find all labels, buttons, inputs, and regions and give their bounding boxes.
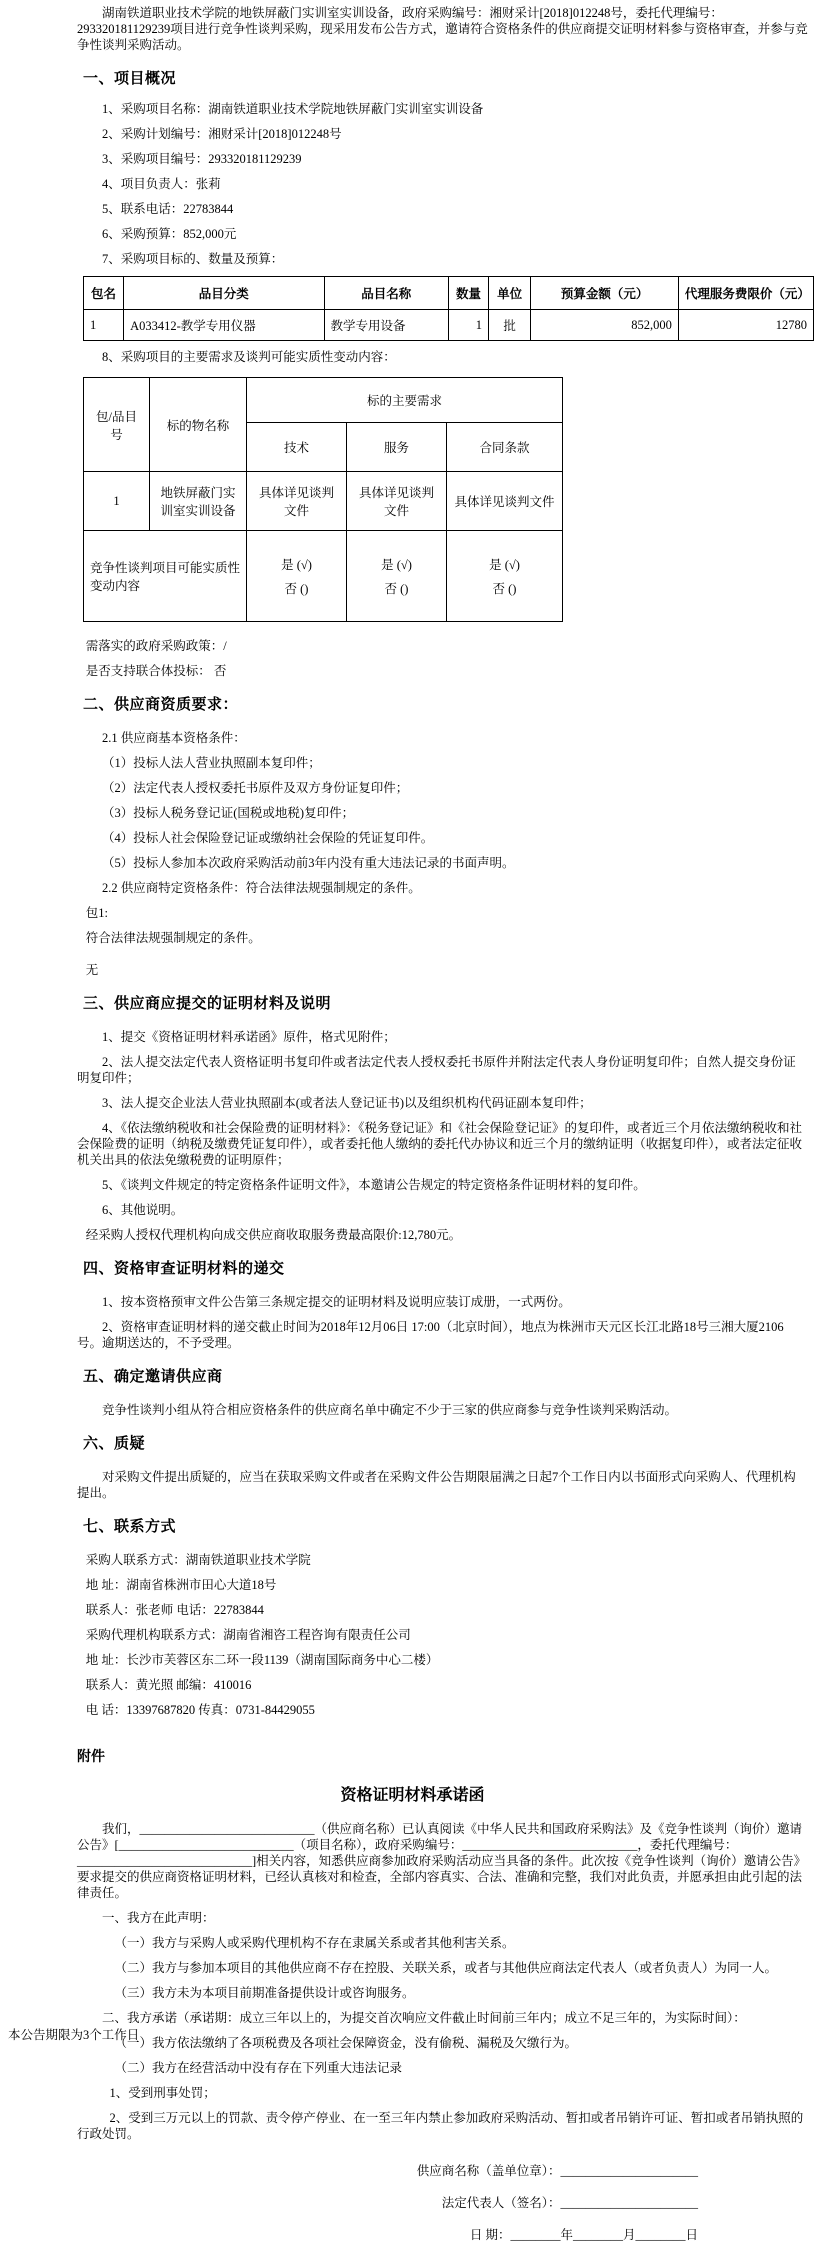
agency-contact: 采购代理机构联系方式：湖南省湘咨工程咨询有限责任公司 [85, 1628, 411, 1642]
section-6-body: 对采购文件提出质疑的，应当在获取采购文件或者在采购文件公告期限届满之日起7个工作日内以书面形式向采购人、代理机构提出。 [77, 1470, 796, 1500]
cell-service: 具体详见谈判文件 [347, 472, 447, 531]
buyer-address: 地 址：湖南省株洲市田心大道18号 [85, 1578, 277, 1592]
declaration-item: （一）我方依法缴纳了各项税费及各项社会保障资金，没有偷税、漏税及欠缴行为。 [114, 2036, 578, 2050]
signature-block [417, 2156, 698, 2252]
col-package-item-no: 包/品目号 [84, 378, 150, 472]
cell-change-label: 竞争性谈判项目可能实质性变动内容 [84, 531, 247, 622]
attachment-label: 附件 [77, 1750, 105, 1765]
cell-package: 1 [84, 310, 124, 341]
intro-paragraph: 湖南铁道职业技术学院的地铁屏蔽门实训室实训设备，政府采购编号：湘财采计[2018]012248号，委托代理编号：293320181129239项目进行竞争性谈判采购，现采用发布公告方式，邀请符合资格条件的供应商提交证明材料参与资格审查，并参与竞争性谈判采购活动。 [77, 6, 808, 52]
list-item-deadline: 2、资格审查证明材料的递交截止时间为2018年12月06日 17:00（北京时间），地点为株洲市天元区长江北路18号三湘大厦2106号。逾期送达的，不予受理。 [77, 1320, 784, 1350]
list-item: 1、提交《资格证明材料承诺函》原件，格式见附件； [102, 1030, 396, 1044]
table-header-row [84, 277, 814, 310]
agency-contact-person: 联系人：黄光照 邮编：410016 [85, 1678, 252, 1692]
no-option: 否 () [284, 582, 309, 596]
list-item: （5）投标人参加本次政府采购活动前3年内没有重大违法记录的书面声明。 [102, 856, 515, 870]
declaration-item: （一）我方与采购人或采购代理机构不存在隶属关系或者其他利害关系。 [114, 1936, 515, 1950]
list-item-project-name: 1、采购项目名称：湖南铁道职业技术学院地铁屏蔽门实训室实训设备 [102, 102, 484, 116]
declaration-item: （二）我方在经营活动中没有存在下列重大违法记录 [114, 2061, 403, 2075]
commitment-paragraph: 我们，____________________________（供应商名称）已认真阅读《中华人民共和国政府采购法》及《竞争性谈判（询价）邀请公告》[____________________________（项目名称），政府采购编号：____________________________，委托代理编号：____________________________]相关内容，知悉供应商参加政府采购活动应当具备的条件。此次按《竞争性谈判（询价）邀请公告》要求提交的供应商资格证明材料，已经认真核对和检查，全部内容真实、合法、准确和完整，我们对此负责，并愿承担由此引起的法律责任。 [77, 1822, 807, 1900]
buyer-contact-person: 联系人：张老师 电话：22783844 [85, 1603, 264, 1617]
list-item: 6、其他说明。 [102, 1203, 184, 1217]
cell-change-tech [247, 531, 347, 622]
col-subject-name: 标的物名称 [150, 378, 247, 472]
declaration-item: （二）我方与参加本项目的其他供应商不存在控股、关联关系，或者与其他供应商法定代表人（或者负责人）为同一人。 [114, 1961, 778, 1975]
yes-option: 是 (√) [489, 558, 520, 572]
list-item-subject: 7、采购项目标的、数量及预算： [102, 252, 284, 266]
cell-technical: 具体详见谈判文件 [247, 472, 347, 531]
col-technical: 技术 [247, 423, 347, 472]
col-package: 包名 [84, 277, 124, 310]
section-1-title: 一、项目概况 [83, 71, 177, 87]
list-item: 2、法人提交法定代表人资格证明书复印件或者法定代表人授权委托书原件并附法定代表人身份证明复印件；自然人提交身份证明复印件； [77, 1055, 796, 1085]
table-row-substantive-change [84, 531, 563, 622]
procurement-items-table [83, 276, 814, 341]
cell-quantity: 1 [448, 310, 488, 341]
declaration-item: 2、受到三万元以上的罚款、责令停产停业、在一至三年内禁止参加政府采购活动、暂扣或者吊销许可证、暂扣或者吊销执照的行政处罚。 [77, 2111, 804, 2141]
col-contract-terms: 合同条款 [447, 423, 563, 472]
cell-package-no: 1 [84, 472, 150, 531]
cell-contract: 具体详见谈判文件 [447, 472, 563, 531]
cell-unit: 批 [489, 310, 531, 341]
section-5-title: 五、确定邀请供应商 [83, 1369, 223, 1385]
col-category: 品目分类 [124, 277, 324, 310]
list-item-budget: 6、采购预算：852,000元 [102, 227, 237, 241]
no-option: 否 () [492, 582, 517, 596]
cell-change-service [347, 531, 447, 622]
list-item: 4、《依法缴纳税收和社会保险费的证明材料》：《税务登记证》和《社会保险登记证》的复印件，或者近三个月依法缴纳税收和社会保险费的证明（纳税及缴费凭证复印件），或者委托他人缴纳的委托代办协议和近三个月的缴纳证明（收据复印件），或者法定征收机关出具的依法免缴税费的证明原件； [77, 1121, 803, 1167]
declaration-item: 1、受到刑事处罚； [109, 2086, 216, 2100]
policy-note: 需落实的政府采购政策：/ [85, 639, 227, 653]
col-service: 服务 [347, 423, 447, 472]
list-item-specific-qualification: 2.2 供应商特定资格条件：符合法律法规强制规定的条件。 [102, 881, 421, 895]
list-item-project-number: 3、采购项目编号：293320181129239 [102, 152, 302, 166]
package-1-label: 包1: [85, 906, 108, 920]
table-header-row [84, 378, 563, 423]
supplier-name-sign-line: 供应商名称（盖单位章）：______________________ [416, 2164, 698, 2178]
section-5-body: 竞争性谈判小组从符合相应资格条件的供应商名单中确定不少于三家的供应商参与竞争性谈判采购活动。 [102, 1403, 678, 1417]
list-item: 3、法人提交企业法人营业执照副本(或者法人登记证书)以及组织机构代码证副本复印件； [102, 1096, 592, 1110]
list-item: （4）投标人社会保险登记证或缴纳社会保险的凭证复印件。 [102, 831, 434, 845]
section-2-title: 二、供应商资质要求： [83, 697, 239, 713]
joint-bid-note: 是否支持联合体投标： 否 [85, 664, 227, 678]
list-item: （3）投标人税务登记证(国税或地税)复印件； [102, 806, 355, 820]
requirements-table [83, 377, 563, 622]
legal-rep-sign-line: 法定代表人（签名）：______________________ [441, 2195, 698, 2210]
list-item-requirements: 8、采购项目的主要需求及谈判可能实质性变动内容： [102, 350, 396, 364]
cell-item-name: 教学专用设备 [324, 310, 448, 341]
table-row [84, 310, 814, 341]
col-item-name: 品目名称 [324, 277, 448, 310]
attachment-title: 资格证明材料承诺函 [340, 1787, 485, 1804]
package-1-condition: 符合法律法规强制规定的条件。 [85, 931, 261, 945]
yes-option: 是 (√) [281, 558, 312, 572]
table-row [84, 472, 563, 531]
declaration-item: 一、我方在此声明： [102, 1911, 215, 1925]
cell-budget: 852,000 [531, 310, 679, 341]
col-quantity: 数量 [448, 277, 488, 310]
section-6-title: 六、质疑 [83, 1436, 146, 1452]
list-item: （2）法定代表人授权委托书原件及双方身份证复印件； [102, 781, 409, 795]
list-item: （1）投标人法人营业执照副本复印件； [102, 756, 321, 770]
none-note: 无 [85, 963, 99, 977]
list-item: 1、按本资格预审文件公告第三条规定提交的证明材料及说明应装订成册，一式两份。 [102, 1295, 571, 1309]
buyer-contact: 采购人联系方式：湖南铁道职业技术学院 [85, 1553, 311, 1567]
yes-option: 是 (√) [381, 558, 412, 572]
list-item-phone: 5、联系电话：22783844 [102, 202, 234, 216]
service-fee-note: 经采购人授权代理机构向成交供应商收取服务费最高限价:12,780元。 [85, 1228, 462, 1242]
cell-agency-fee: 12780 [678, 310, 813, 341]
cell-subject-name: 地铁屏蔽门实训室实训设备 [150, 472, 247, 531]
agency-address: 地 址：长沙市芙蓉区东二环一段1139（湖南国际商务中心二楼） [85, 1653, 439, 1667]
list-item-basic-qualification: 2.1 供应商基本资格条件： [102, 731, 246, 745]
cell-change-contract [447, 531, 563, 622]
list-item-plan-number: 2、采购计划编号：湘财采计[2018]012248号 [102, 127, 342, 141]
date-sign-line: 日 期：________年________月________日 [469, 2227, 698, 2242]
list-item: 5、《谈判文件规定的特定资格条件证明文件》，本邀请公告规定的特定资格条件证明材料的复印件。 [102, 1178, 646, 1192]
agency-phone-fax: 电 话：13397687820 传真：0731-84429055 [85, 1703, 315, 1717]
section-4-title: 四、资格审查证明材料的递交 [83, 1261, 285, 1277]
announcement-period-note: 本公告期限为3个工作日 [8, 2028, 140, 2042]
declaration-item: （三）我方未为本项目前期准备提供设计或咨询服务。 [114, 1986, 415, 2000]
section-3-title: 三、供应商应提交的证明材料及说明 [83, 996, 332, 1012]
list-item-project-leader: 4、项目负责人：张莉 [102, 177, 221, 191]
col-agency-fee: 代理服务费限价（元） [678, 277, 813, 310]
col-unit: 单位 [489, 277, 531, 310]
cell-category: A033412-教学专用仪器 [124, 310, 324, 341]
col-main-requirements: 标的主要需求 [247, 378, 563, 423]
declaration-item: 二、我方承诺（承诺期：成立三年以上的，为提交首次响应文件截止时间前三年内；成立不足三年的，为实际时间）： [102, 2011, 746, 2025]
col-budget: 预算金额（元） [531, 277, 679, 310]
section-7-title: 七、联系方式 [83, 1519, 177, 1535]
no-option: 否 () [384, 582, 409, 596]
